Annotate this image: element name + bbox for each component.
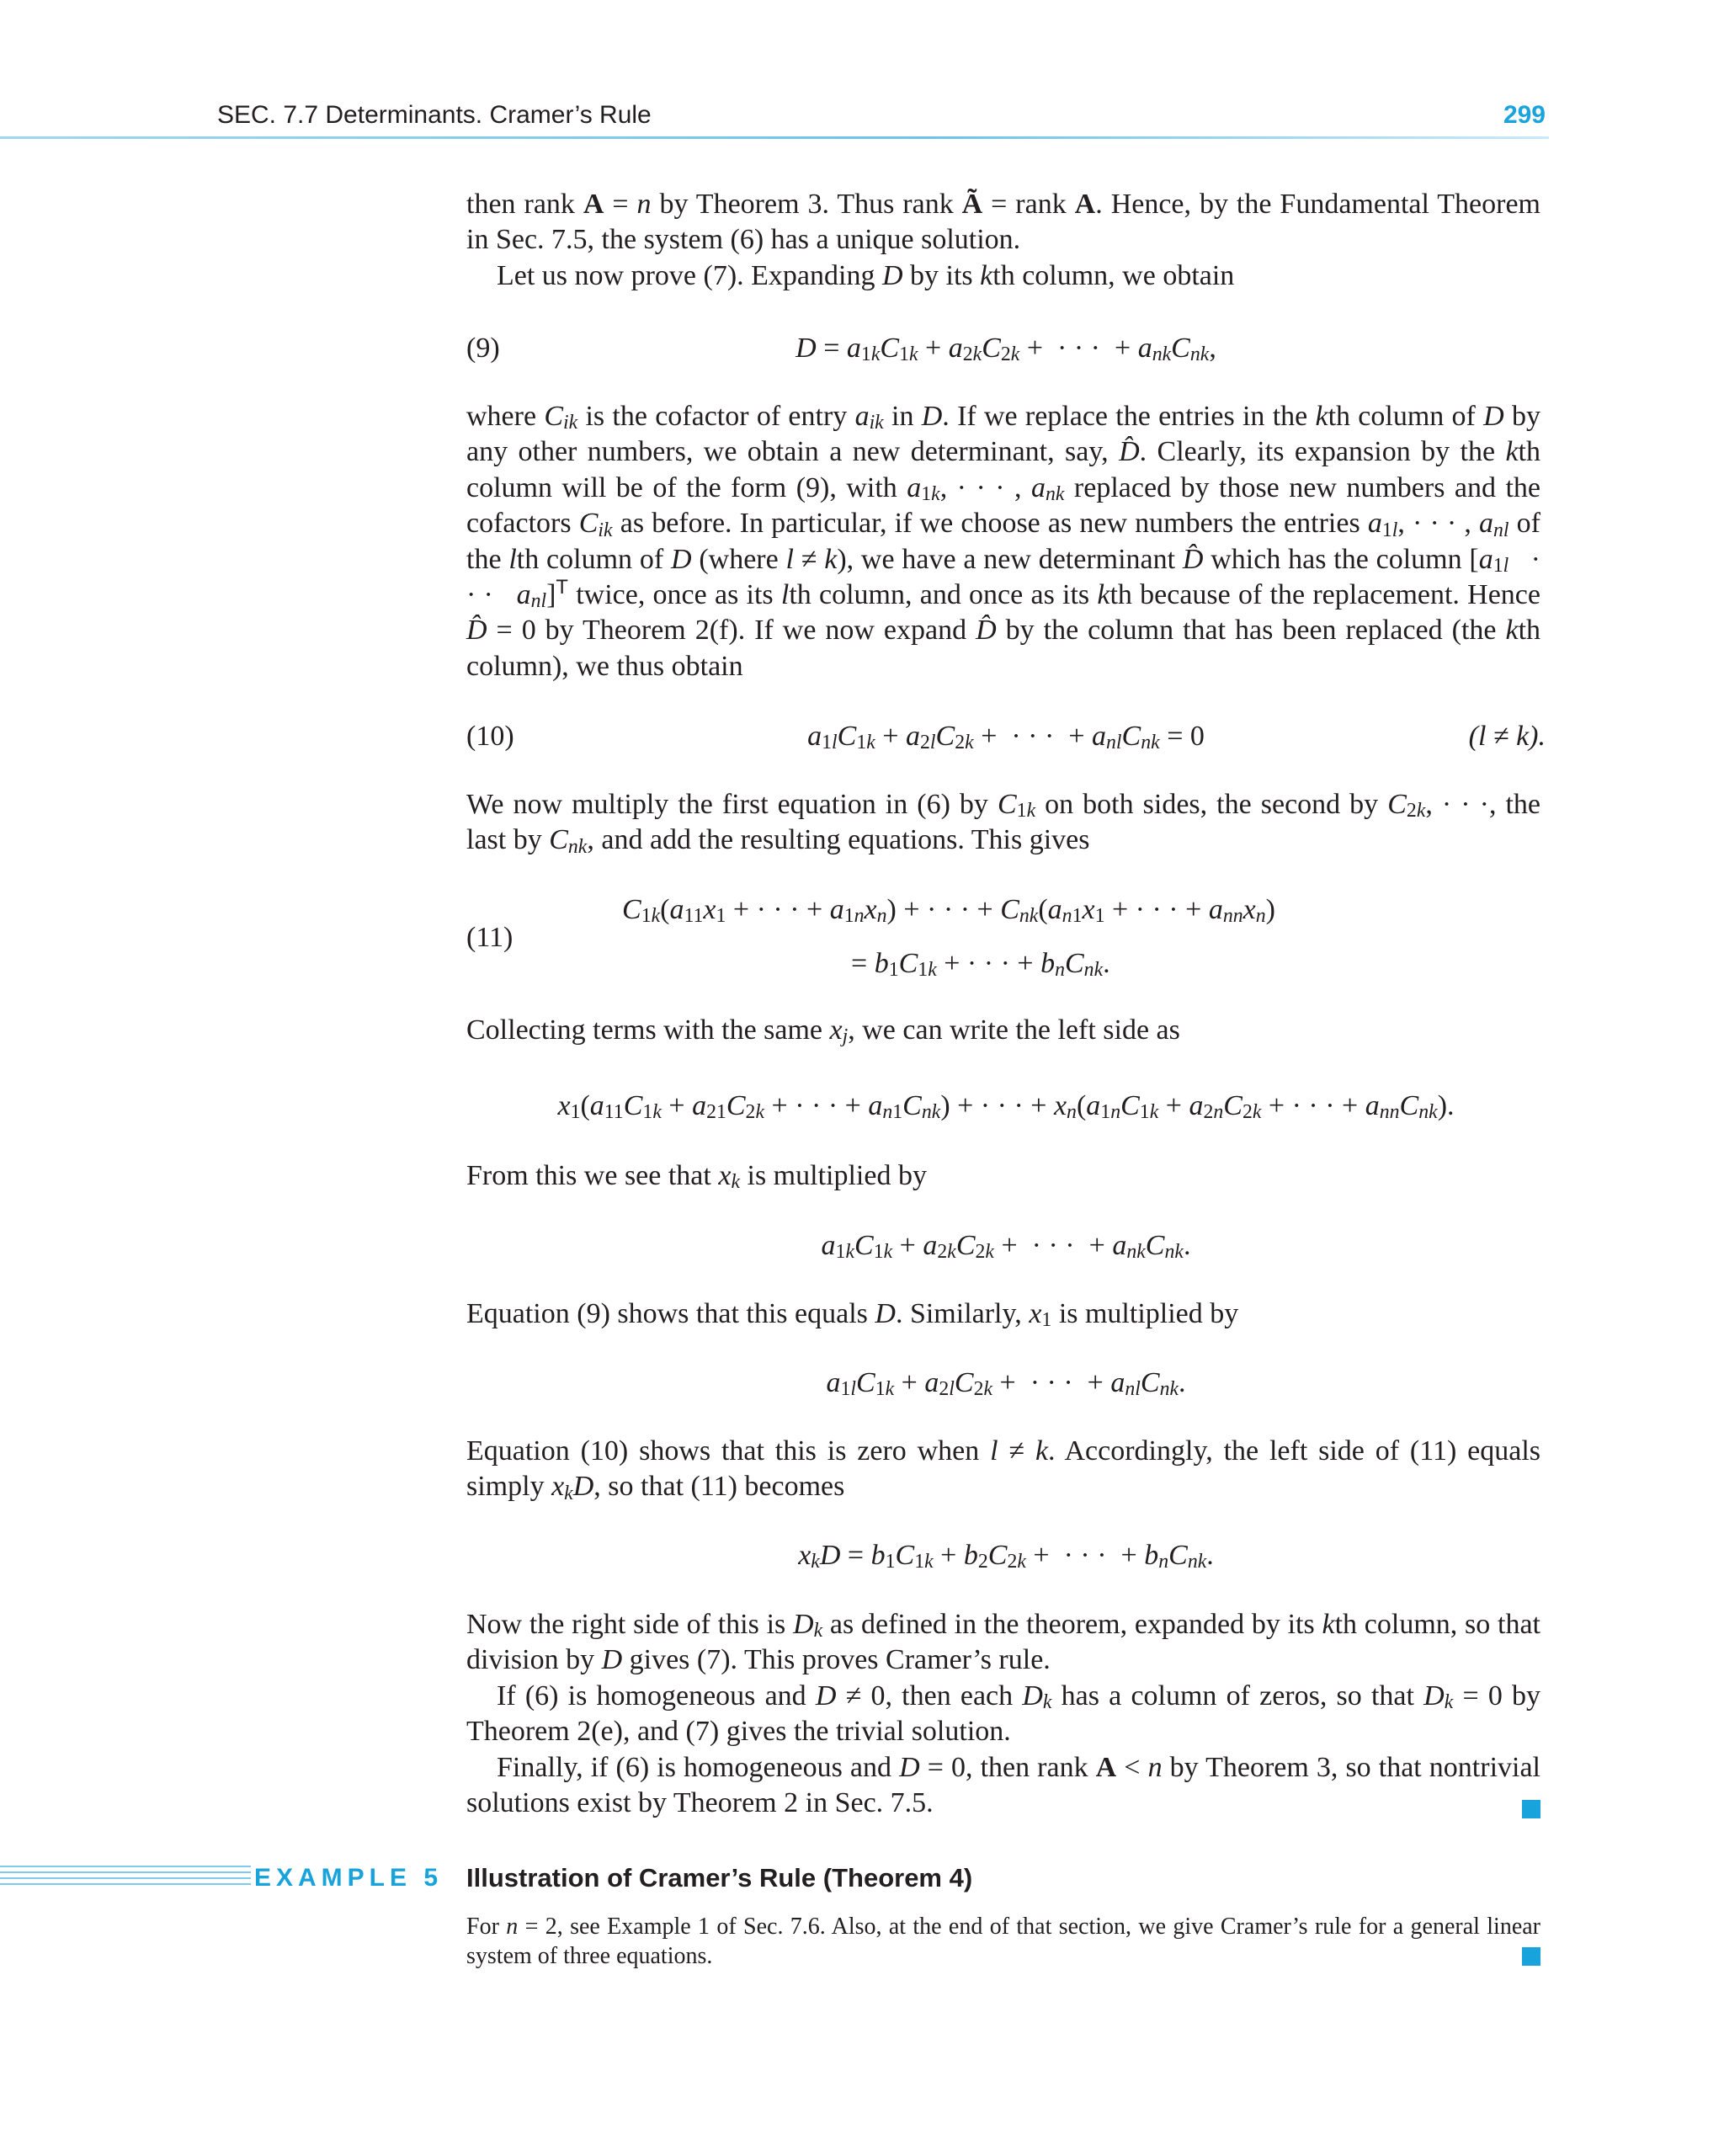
header-rule (0, 136, 1549, 139)
page-number: 299 (1503, 101, 1546, 129)
paragraph: where $C_{ik}$ is the cofactor of entry $a_{ik}$ in D. If we replace the entries in the kth column of D by any other numbers, we obtain a new determinant, say, D̂. Clearly, its expansion by the kth column will be of the form (9), with $a_{1k}$, · · · , $a_{nk}$ replaced by those new numbers and the cofactors $C_{ik}$ as before. In particular, if we choose as new numbers the entries $a_{1l}$, · · · , $a_{nl}$ of the lth column of D (where l ≠ k), we have a new determinant D̂ which has the column [$a_{1l}$ · · · $a_{nl}]^T$ twice, once as its lth column, and once as its kth because of the replacement. Hence D̂ = 0 by Theorem 2(f). If we now expand D̂ by the column that has been replaced (the kth column), we thus obtain (466, 401, 1541, 682)
section-title: SEC. 7.7 Determinants. Cramer’s Rule (217, 101, 652, 129)
equation-label: (11) (466, 922, 513, 953)
end-of-proof-icon (1522, 1800, 1540, 1818)
proof-text-multiply (466, 787, 1540, 859)
paragraph: Equation (10) shows that this is zero when l ≠ k. Accordingly, the left side of (11) equals simply $x_kD$, so that (11) becomes (466, 1435, 1540, 1504)
running-head (217, 101, 1546, 135)
paragraph: Equation (9) shows that this equals D. Similarly, $x_1$ is multiplied by (466, 1298, 1239, 1332)
equation-label: (9) (466, 333, 500, 364)
example-body: For n = 2, see Example 1 of Sec. 7.6. Also, at the end of that section, we give Cramer’s rule for a general linear system of three equations. (466, 1914, 1540, 1969)
proof-text-collect (466, 1013, 1540, 1048)
proof-text-eq10 (466, 1434, 1540, 1505)
equation-11: (11) $C_{1k}(a_{11}x_1$ + · · · + $a_{1n}x_n$) + · · · + $C_{nk}(a_{n1}x_1$ + · · · + $a_{nn}x_n$) = $b_1C_{1k}$ + · · · + $b_nC_{nk}$. (466, 894, 1275, 982)
proof-text-cofactor (466, 399, 1540, 684)
paragraph: From this we see that $x_k$ is multiplied by (466, 1160, 927, 1194)
paragraph: then rank A = n by Theorem 3. Thus rank Ã = rank A. Hence, by the Fundamental Theorem in Sec. 7.5, the system (6) has a unique solution. (466, 189, 1540, 256)
proof-text-eq9 (466, 1296, 1540, 1332)
paragraph: We now multiply the first equation in (6) by $C_{1k}$ on both sides, the second by $C_{2k}$, · · ·, the last by $C_{nk}$, and add the resulting equations. This gives (466, 789, 1541, 858)
proof-text-top (466, 187, 1540, 294)
proof-text-xk (466, 1158, 1540, 1194)
proof-text-final (466, 1607, 1540, 1821)
end-of-example-icon (1522, 1947, 1540, 1966)
paragraph: Let us now prove (7). Expanding D by its kth column, we obtain (497, 259, 1235, 291)
paragraph: If (6) is homogeneous and D ≠ 0, then each $D_k$ has a column of zeros, so that $D_k = 0$ by Theorem 2(e), and (7) gives the trivial solution. (466, 1680, 1541, 1748)
example-label: EXAMPLE 5 (251, 1864, 446, 1892)
equation-condition: (l ≠ k). (1468, 721, 1546, 752)
paragraph: Now the right side of this is $D_k$ as defined in the theorem, expanded by its kth column, so that division by D gives (7). This proves Cramer’s rule. (466, 1609, 1540, 1676)
equation-label: (10) (466, 721, 514, 752)
paragraph: Finally, if (6) is homogeneous and D = 0, then rank A < n by Theorem 3, so that nontrivial solutions exist by Theorem 2 in Sec. 7.5. (466, 1751, 1541, 1819)
paragraph: Collecting terms with the same $x_j$, we can write the left side as (466, 1014, 1180, 1048)
example-title: Illustration of Cramer’s Rule (Theorem 4) (466, 1863, 973, 1892)
